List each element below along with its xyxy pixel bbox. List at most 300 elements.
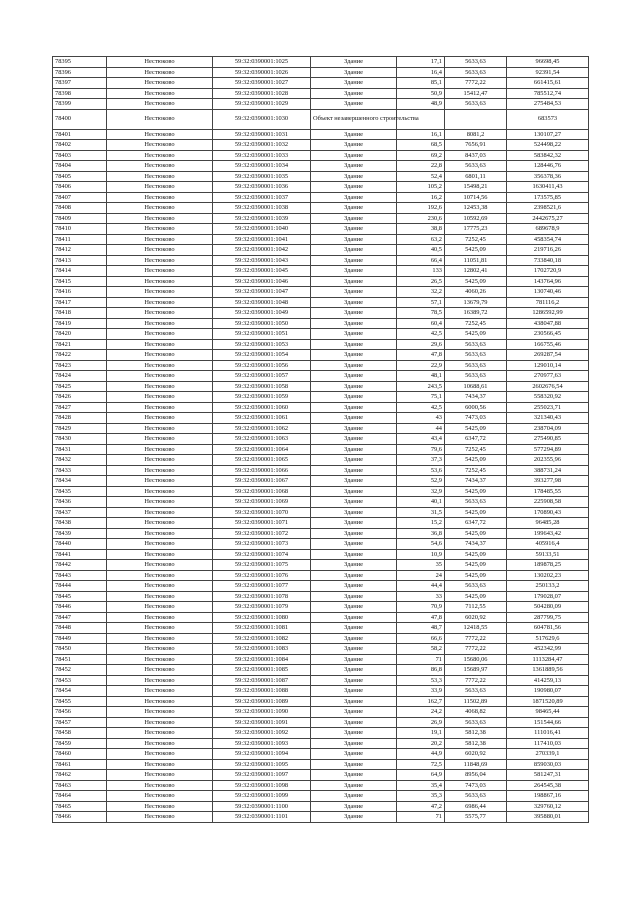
specific-value-cell: 5633,63 — [445, 497, 507, 508]
area-cell: 22,9 — [397, 360, 445, 371]
area-cell: 19,1 — [397, 728, 445, 739]
cadastral-number-cell: 59:32:0390001:1095 — [213, 759, 311, 770]
cadastral-number-cell: 59:32:0390001:1094 — [213, 749, 311, 760]
row-number-cell: 78459 — [53, 738, 107, 749]
specific-value-cell: 5633,63 — [445, 371, 507, 382]
row-number-cell: 78434 — [53, 476, 107, 487]
area-cell: 72,5 — [397, 759, 445, 770]
cadastral-value-cell: 859030,03 — [507, 759, 589, 770]
object-type-cell: Здание — [311, 371, 397, 382]
table-row — [53, 413, 589, 424]
row-number-cell: 78451 — [53, 654, 107, 665]
locality-cell: Нестюково — [107, 287, 213, 298]
object-type-cell: Здание — [311, 623, 397, 634]
row-number-cell: 78426 — [53, 392, 107, 403]
table-row — [53, 686, 589, 697]
area-cell: 52,4 — [397, 171, 445, 182]
row-number-cell: 78419 — [53, 318, 107, 329]
row-number-cell: 78462 — [53, 770, 107, 781]
specific-value-cell: 8956,04 — [445, 770, 507, 781]
cadastral-number-cell: 59:32:0390001:1081 — [213, 623, 311, 634]
row-number-cell: 78463 — [53, 780, 107, 791]
table-row — [53, 78, 589, 89]
area-cell: 29,6 — [397, 339, 445, 350]
object-type-cell: Здание — [311, 497, 397, 508]
cadastral-value-cell: 199643,42 — [507, 528, 589, 539]
cadastral-value-cell: 250133,2 — [507, 581, 589, 592]
area-cell: 26,9 — [397, 717, 445, 728]
cadastral-value-cell: 356378,36 — [507, 171, 589, 182]
area-cell: 37,3 — [397, 455, 445, 466]
cadastral-value-cell: 225908,58 — [507, 497, 589, 508]
locality-cell: Нестюково — [107, 633, 213, 644]
row-number-cell: 78465 — [53, 801, 107, 812]
area-cell: 20,2 — [397, 738, 445, 749]
cadastral-number-cell: 59:32:0390001:1082 — [213, 633, 311, 644]
cadastral-value-cell: 130107,27 — [507, 129, 589, 140]
cadastral-value-cell: 683573 — [507, 109, 589, 129]
cadastral-value-cell: 98465,44 — [507, 707, 589, 718]
table-row — [53, 518, 589, 529]
cadastral-value-cell: 393277,98 — [507, 476, 589, 487]
table-row — [53, 171, 589, 182]
area-cell: 32,2 — [397, 287, 445, 298]
area-cell: 68,5 — [397, 140, 445, 151]
object-type-cell: Здание — [311, 129, 397, 140]
object-type-cell: Здание — [311, 413, 397, 424]
area-cell: 50,9 — [397, 88, 445, 99]
cadastral-number-cell: 59:32:0390001:1093 — [213, 738, 311, 749]
cadastral-number-cell: 59:32:0390001:1064 — [213, 444, 311, 455]
row-number-cell: 78413 — [53, 255, 107, 266]
area-cell: 17,1 — [397, 57, 445, 68]
area-cell: 16,2 — [397, 192, 445, 203]
locality-cell: Нестюково — [107, 329, 213, 340]
cadastral-number-cell: 59:32:0390001:1092 — [213, 728, 311, 739]
specific-value-cell: 15689,97 — [445, 665, 507, 676]
table-row — [53, 717, 589, 728]
cadastral-number-cell: 59:32:0390001:1034 — [213, 161, 311, 172]
row-number-cell: 78443 — [53, 570, 107, 581]
specific-value-cell: 12453,38 — [445, 203, 507, 214]
cadastral-value-cell: 395880,01 — [507, 812, 589, 823]
locality-cell: Нестюково — [107, 623, 213, 634]
specific-value-cell: 7112,55 — [445, 602, 507, 613]
cadastral-value-cell: 255023,71 — [507, 402, 589, 413]
object-type-cell: Здание — [311, 507, 397, 518]
area-cell: 85,1 — [397, 78, 445, 89]
table-row — [53, 539, 589, 550]
row-number-cell: 78440 — [53, 539, 107, 550]
object-type-cell: Здание — [311, 339, 397, 350]
locality-cell: Нестюково — [107, 528, 213, 539]
table-row — [53, 644, 589, 655]
cadastral-number-cell: 59:32:0390001:1027 — [213, 78, 311, 89]
object-type-cell: Здание — [311, 812, 397, 823]
table-row — [53, 780, 589, 791]
specific-value-cell: 5425,09 — [445, 507, 507, 518]
specific-value-cell: 6986,44 — [445, 801, 507, 812]
object-type-cell: Здание — [311, 707, 397, 718]
area-cell: 31,5 — [397, 507, 445, 518]
row-number-cell: 78405 — [53, 171, 107, 182]
specific-value-cell: 7772,22 — [445, 675, 507, 686]
table-row — [53, 203, 589, 214]
cadastral-number-cell: 59:32:0390001:1079 — [213, 602, 311, 613]
area-cell: 10,9 — [397, 549, 445, 560]
row-number-cell: 78404 — [53, 161, 107, 172]
locality-cell: Нестюково — [107, 234, 213, 245]
cadastral-number-cell: 59:32:0390001:1078 — [213, 591, 311, 602]
specific-value-cell: 7772,22 — [445, 78, 507, 89]
area-cell: 192,6 — [397, 203, 445, 214]
table-row — [53, 486, 589, 497]
row-number-cell: 78418 — [53, 308, 107, 319]
cadastral-number-cell: 59:32:0390001:1100 — [213, 801, 311, 812]
object-type-cell: Здание — [311, 318, 397, 329]
locality-cell: Нестюково — [107, 266, 213, 277]
cadastral-value-cell: 117410,03 — [507, 738, 589, 749]
specific-value-cell: 6801,11 — [445, 171, 507, 182]
cadastral-value-cell: 2442675,27 — [507, 213, 589, 224]
cadastral-number-cell: 59:32:0390001:1101 — [213, 812, 311, 823]
row-number-cell: 78449 — [53, 633, 107, 644]
specific-value-cell: 12802,41 — [445, 266, 507, 277]
table-row — [53, 308, 589, 319]
cadastral-number-cell: 59:32:0390001:1037 — [213, 192, 311, 203]
object-type-cell: Здание — [311, 675, 397, 686]
area-cell: 47,2 — [397, 801, 445, 812]
cadastral-number-cell: 59:32:0390001:1075 — [213, 560, 311, 571]
table-row — [53, 560, 589, 571]
cadastral-number-cell: 59:32:0390001:1028 — [213, 88, 311, 99]
area-cell: 44,9 — [397, 749, 445, 760]
object-type-cell: Здание — [311, 423, 397, 434]
specific-value-cell: 7434,37 — [445, 476, 507, 487]
specific-value-cell: 11848,69 — [445, 759, 507, 770]
locality-cell: Нестюково — [107, 780, 213, 791]
area-cell: 38,8 — [397, 224, 445, 235]
locality-cell: Нестюково — [107, 140, 213, 151]
specific-value-cell: 6347,72 — [445, 434, 507, 445]
cadastral-value-cell: 128446,76 — [507, 161, 589, 172]
table-row — [53, 581, 589, 592]
cadastral-value-cell: 1361889,56 — [507, 665, 589, 676]
cadastral-number-cell: 59:32:0390001:1047 — [213, 287, 311, 298]
table-row — [53, 276, 589, 287]
table-row — [53, 476, 589, 487]
table-row — [53, 528, 589, 539]
cadastral-number-cell: 59:32:0390001:1043 — [213, 255, 311, 266]
row-number-cell: 78422 — [53, 350, 107, 361]
object-type-cell: Здание — [311, 203, 397, 214]
area-cell: 230,6 — [397, 213, 445, 224]
specific-value-cell: 5425,09 — [445, 245, 507, 256]
row-number-cell: 78452 — [53, 665, 107, 676]
locality-cell: Нестюково — [107, 57, 213, 68]
row-number-cell: 78417 — [53, 297, 107, 308]
area-cell: 54,6 — [397, 539, 445, 550]
specific-value-cell: 5633,63 — [445, 791, 507, 802]
area-cell: 22,8 — [397, 161, 445, 172]
cadastral-number-cell: 59:32:0390001:1067 — [213, 476, 311, 487]
specific-value-cell: 12418,55 — [445, 623, 507, 634]
specific-value-cell: 7772,22 — [445, 644, 507, 655]
cadastral-value-cell: 198867,16 — [507, 791, 589, 802]
cadastral-value-cell: 143764,96 — [507, 276, 589, 287]
locality-cell: Нестюково — [107, 67, 213, 78]
table-row — [53, 99, 589, 110]
table-row — [53, 791, 589, 802]
specific-value-cell: 7252,45 — [445, 465, 507, 476]
locality-cell: Нестюково — [107, 297, 213, 308]
area-cell: 44,4 — [397, 581, 445, 592]
area-cell: 36,8 — [397, 528, 445, 539]
row-number-cell: 78401 — [53, 129, 107, 140]
specific-value-cell: 5633,63 — [445, 339, 507, 350]
row-number-cell: 78427 — [53, 402, 107, 413]
locality-cell: Нестюково — [107, 749, 213, 760]
locality-cell: Нестюково — [107, 78, 213, 89]
table-row — [53, 266, 589, 277]
specific-value-cell: 7473,03 — [445, 413, 507, 424]
locality-cell: Нестюково — [107, 476, 213, 487]
object-type-cell: Здание — [311, 654, 397, 665]
table-row — [53, 728, 589, 739]
cadastral-number-cell: 59:32:0390001:1056 — [213, 360, 311, 371]
row-number-cell: 78429 — [53, 423, 107, 434]
locality-cell: Нестюково — [107, 728, 213, 739]
area-cell: 33 — [397, 591, 445, 602]
specific-value-cell: 5575,77 — [445, 812, 507, 823]
locality-cell: Нестюково — [107, 171, 213, 182]
cadastral-number-cell: 59:32:0390001:1065 — [213, 455, 311, 466]
specific-value-cell: 15412,47 — [445, 88, 507, 99]
row-number-cell: 78403 — [53, 150, 107, 161]
cadastral-number-cell: 59:32:0390001:1053 — [213, 339, 311, 350]
locality-cell: Нестюково — [107, 413, 213, 424]
cadastral-value-cell: 59133,51 — [507, 549, 589, 560]
cadastral-value-cell: 2602676,54 — [507, 381, 589, 392]
specific-value-cell: 5633,63 — [445, 686, 507, 697]
locality-cell: Нестюково — [107, 444, 213, 455]
cadastral-value-cell: 581247,31 — [507, 770, 589, 781]
row-number-cell: 78457 — [53, 717, 107, 728]
area-cell: 162,7 — [397, 696, 445, 707]
object-type-cell: Здание — [311, 78, 397, 89]
table-row — [53, 297, 589, 308]
locality-cell: Нестюково — [107, 675, 213, 686]
specific-value-cell: 5425,09 — [445, 591, 507, 602]
cadastral-number-cell: 59:32:0390001:1032 — [213, 140, 311, 151]
row-number-cell: 78448 — [53, 623, 107, 634]
object-type-cell: Здание — [311, 213, 397, 224]
cadastral-value-cell: 458354,74 — [507, 234, 589, 245]
object-type-cell: Здание — [311, 696, 397, 707]
locality-cell: Нестюково — [107, 486, 213, 497]
object-type-cell: Здание — [311, 150, 397, 161]
table-row — [53, 88, 589, 99]
object-type-cell: Здание — [311, 644, 397, 655]
cadastral-value-cell: 1630411,43 — [507, 182, 589, 193]
row-number-cell: 78450 — [53, 644, 107, 655]
row-number-cell: 78415 — [53, 276, 107, 287]
cadastral-value-cell: 275490,85 — [507, 434, 589, 445]
cadastral-value-cell: 151544,66 — [507, 717, 589, 728]
row-number-cell: 78400 — [53, 109, 107, 129]
cadastral-number-cell: 59:32:0390001:1063 — [213, 434, 311, 445]
table-row — [53, 57, 589, 68]
cadastral-number-cell: 59:32:0390001:1061 — [213, 413, 311, 424]
object-type-cell: Здание — [311, 780, 397, 791]
cadastral-value-cell: 130202,23 — [507, 570, 589, 581]
specific-value-cell: 6020,92 — [445, 612, 507, 623]
object-type-cell: Здание — [311, 444, 397, 455]
locality-cell: Нестюково — [107, 791, 213, 802]
cadastral-number-cell: 59:32:0390001:1080 — [213, 612, 311, 623]
cadastral-value-cell: 287799,75 — [507, 612, 589, 623]
table-row — [53, 770, 589, 781]
specific-value-cell: 6000,56 — [445, 402, 507, 413]
object-type-cell: Здание — [311, 192, 397, 203]
cadastral-number-cell: 59:32:0390001:1049 — [213, 308, 311, 319]
cadastral-value-cell: 781116,2 — [507, 297, 589, 308]
table-row — [53, 129, 589, 140]
area-cell: 53,3 — [397, 675, 445, 686]
area-cell: 16,1 — [397, 129, 445, 140]
cadastral-number-cell: 59:32:0390001:1060 — [213, 402, 311, 413]
area-cell: 66,4 — [397, 255, 445, 266]
locality-cell: Нестюково — [107, 560, 213, 571]
locality-cell: Нестюково — [107, 276, 213, 287]
specific-value-cell: 13679,79 — [445, 297, 507, 308]
row-number-cell: 78407 — [53, 192, 107, 203]
object-type-cell: Здание — [311, 465, 397, 476]
area-cell: 78,5 — [397, 308, 445, 319]
object-type-cell: Здание — [311, 434, 397, 445]
object-type-cell: Здание — [311, 161, 397, 172]
specific-value-cell: 7656,91 — [445, 140, 507, 151]
row-number-cell: 78412 — [53, 245, 107, 256]
specific-value-cell: 5812,38 — [445, 728, 507, 739]
cadastral-number-cell: 59:32:0390001:1057 — [213, 371, 311, 382]
area-cell: 15,2 — [397, 518, 445, 529]
locality-cell: Нестюково — [107, 88, 213, 99]
cadastral-number-cell: 59:32:0390001:1042 — [213, 245, 311, 256]
specific-value-cell: 7252,45 — [445, 444, 507, 455]
row-number-cell: 78455 — [53, 696, 107, 707]
cadastral-value-cell: 414259,13 — [507, 675, 589, 686]
cadastral-value-cell: 173575,85 — [507, 192, 589, 203]
table-row — [53, 749, 589, 760]
area-cell: 64,9 — [397, 770, 445, 781]
object-type-cell: Здание — [311, 581, 397, 592]
locality-cell: Нестюково — [107, 654, 213, 665]
specific-value-cell: 15680,06 — [445, 654, 507, 665]
cadastral-value-cell: 329760,12 — [507, 801, 589, 812]
table-row — [53, 255, 589, 266]
specific-value-cell: 5812,38 — [445, 738, 507, 749]
object-type-cell: Здание — [311, 717, 397, 728]
cadastral-value-cell: 270339,1 — [507, 749, 589, 760]
table-body — [53, 57, 589, 823]
locality-cell: Нестюково — [107, 570, 213, 581]
locality-cell: Нестюково — [107, 738, 213, 749]
table-row — [53, 696, 589, 707]
cadastral-value-cell: 504280,09 — [507, 602, 589, 613]
row-number-cell: 78436 — [53, 497, 107, 508]
area-cell: 48,7 — [397, 623, 445, 634]
area-cell: 58,2 — [397, 644, 445, 655]
locality-cell: Нестюково — [107, 360, 213, 371]
cadastral-value-cell: 166755,46 — [507, 339, 589, 350]
cadastral-value-cell: 577294,89 — [507, 444, 589, 455]
object-type-cell: Здание — [311, 539, 397, 550]
row-number-cell: 78441 — [53, 549, 107, 560]
table-row — [53, 213, 589, 224]
area-cell: 40,5 — [397, 245, 445, 256]
cadastral-value-cell: 96698,45 — [507, 57, 589, 68]
locality-cell: Нестюково — [107, 99, 213, 110]
specific-value-cell: 15498,21 — [445, 182, 507, 193]
cadastral-number-cell: 59:32:0390001:1073 — [213, 539, 311, 550]
object-type-cell: Здание — [311, 612, 397, 623]
cadastral-number-cell: 59:32:0390001:1050 — [213, 318, 311, 329]
table-row — [53, 245, 589, 256]
object-type-cell: Здание — [311, 591, 397, 602]
cadastral-number-cell: 59:32:0390001:1062 — [213, 423, 311, 434]
cadastral-value-cell: 129010,14 — [507, 360, 589, 371]
object-type-cell: Здание — [311, 287, 397, 298]
object-type-cell: Здание — [311, 455, 397, 466]
area-cell: 48,1 — [397, 371, 445, 382]
object-type-cell: Здание — [311, 234, 397, 245]
locality-cell: Нестюково — [107, 350, 213, 361]
cadastral-value-cell: 219716,26 — [507, 245, 589, 256]
specific-value-cell: 5633,63 — [445, 57, 507, 68]
object-type-cell: Здание — [311, 728, 397, 739]
specific-value-cell: 5633,63 — [445, 161, 507, 172]
row-number-cell: 78447 — [53, 612, 107, 623]
table-row — [53, 591, 589, 602]
specific-value-cell: 7434,37 — [445, 539, 507, 550]
area-cell: 16,4 — [397, 67, 445, 78]
area-cell: 53,6 — [397, 465, 445, 476]
locality-cell: Нестюково — [107, 402, 213, 413]
locality-cell: Нестюково — [107, 696, 213, 707]
cadastral-value-cell: 1113284,47 — [507, 654, 589, 665]
row-number-cell: 78416 — [53, 287, 107, 298]
cadastral-number-cell: 59:32:0390001:1029 — [213, 99, 311, 110]
row-number-cell: 78411 — [53, 234, 107, 245]
locality-cell: Нестюково — [107, 213, 213, 224]
table-row — [53, 455, 589, 466]
specific-value-cell — [445, 109, 507, 129]
object-type-cell: Здание — [311, 182, 397, 193]
area-cell: 66,6 — [397, 633, 445, 644]
locality-cell: Нестюково — [107, 455, 213, 466]
row-number-cell: 78397 — [53, 78, 107, 89]
object-type-cell: Здание — [311, 528, 397, 539]
locality-cell: Нестюково — [107, 465, 213, 476]
table-row — [53, 665, 589, 676]
cadastral-number-cell: 59:32:0390001:1033 — [213, 150, 311, 161]
table-row — [53, 287, 589, 298]
locality-cell: Нестюково — [107, 759, 213, 770]
area-cell: 133 — [397, 266, 445, 277]
cadastral-number-cell: 59:32:0390001:1071 — [213, 518, 311, 529]
specific-value-cell: 10592,69 — [445, 213, 507, 224]
